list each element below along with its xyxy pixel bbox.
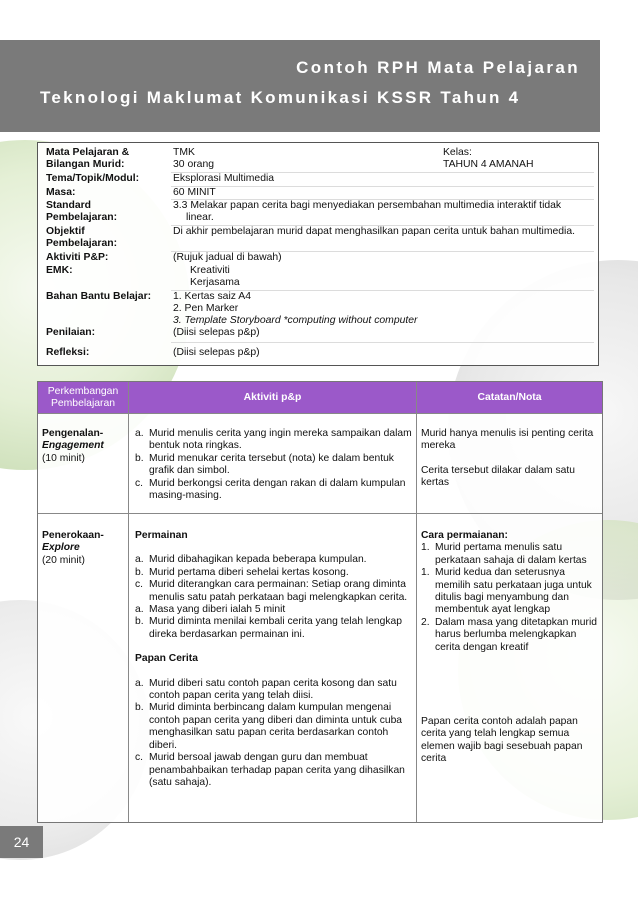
table-header-activity: Aktiviti p&p — [129, 382, 416, 413]
info-value: 2. Pen Marker — [173, 303, 239, 314]
table-row-activities — [135, 530, 412, 789]
info-label: Mata Pelajaran & — [46, 147, 130, 158]
list-item: b. Murid pertama diberi sehelai kertas kosong. — [135, 566, 349, 578]
table-header-notes: Catatan/Nota — [417, 382, 602, 413]
table-row-phase: Penerokaan- Explore (20 minit) — [42, 530, 104, 566]
page-number: 24 — [0, 826, 43, 858]
page-subtitle: Teknologi Maklumat Komunikasi KSSR Tahun 4 — [40, 88, 521, 107]
list-item: a. Murid menulis cerita yang ingin mereka sampaikan dalam bentuk nota ringkas. — [135, 428, 412, 452]
info-label: Masa: — [46, 187, 76, 198]
info-label: Aktiviti P&P: — [46, 252, 109, 263]
info-value: Kreativiti — [190, 265, 230, 276]
list-item: a. Murid dibahagikan kepada beberapa kumpulan. — [135, 554, 367, 566]
info-label: Pembelajaran: — [46, 238, 118, 249]
list-item: b. Murid menukar cerita tersebut (nota) ke dalam bentuk grafik dan simbol. — [135, 452, 394, 477]
info-value: Eksplorasi Multimedia — [173, 173, 275, 184]
info-value: TAHUN 4 AMANAH — [443, 159, 534, 170]
info-value: Di akhir pembelajaran murid dapat menghasilkan papan cerita untuk bahan multimedia. — [173, 226, 576, 237]
table-row-notes: Murid hanya menulis isi penting cerita mereka Cerita tersebut dilakar dalam satu kertas — [421, 428, 594, 489]
info-value: linear. — [186, 212, 214, 223]
info-label: Tema/Topik/Modul: — [46, 173, 140, 184]
info-label: Standard — [46, 200, 92, 211]
list-item: 1. Murid kedua dan seterusnya memilih satu perkataan juga untuk ditulis bagi menyambung dan membentuk ayat lengkap — [421, 567, 592, 616]
table-row-phase: Pengenalan- Engagement (10 minit) — [42, 428, 104, 464]
section-title: Cara permaianan: — [421, 530, 508, 541]
info-label: Bilangan Murid: — [46, 159, 125, 170]
table-row-notes: Cara permaianan: 1. Murid pertama menulis satu perkataan sahaja di dalam kertas 1. Murid kedua dan seterusnya memilih satu perkataan juga untuk ditulis bagi menyambung dan membentuk ayat lengkap 2. Dalam masa yang ditetapkan murid harus berlumba melengkapkan cerita dengan kreatif Papan cerita contoh adalah papan cerita yang telah lengkap semua elemen wajib bagi sesebuah papan cerita — [421, 530, 599, 766]
info-label: EMK: — [46, 265, 73, 276]
section-title: Papan Cerita — [135, 653, 198, 665]
header-band — [0, 40, 600, 132]
info-label: Kelas: — [443, 147, 472, 158]
info-value: 1. Kertas saiz A4 — [173, 291, 251, 302]
section-title: Permainan — [135, 530, 188, 541]
info-value: TMK — [173, 147, 195, 158]
list-item: a. Murid diberi satu contoh papan cerita kosong dan satu contoh papan cerita yang telah diisi. — [135, 677, 397, 702]
info-value: (Diisi selepas p&p) — [173, 347, 260, 358]
list-item: c. Murid diterangkan cara permainan: Setiap orang diminta menulis satu patah perkataan bagi melengkapkan cerita. — [135, 579, 408, 603]
list-item: b. Murid diminta berbincang dalam kumpulan mengenai contoh papan cerita yang diberi dan diminta untuk cuba menghasilkan satu papan cerita berdasarkan contoh diberi. — [135, 702, 403, 751]
list-item: b. Murid diminta menilai kembali cerita yang telah lengkap direka berdasarkan permainan ini. — [135, 616, 402, 640]
info-value: 3.3 Melakar papan cerita bagi menyediakan persembahan multimedia interaktif tidak — [173, 200, 562, 211]
list-item: c. Murid bersoal jawab dengan guru dan membuat penambahbaikan terhadap papan cerita yang dihasilkan (satu sahaja). — [135, 752, 405, 788]
info-value: 60 MINIT — [173, 187, 216, 198]
page-title: Contoh RPH Mata Pelajaran — [296, 58, 580, 77]
list-item: c. Murid berkongsi cerita dengan rakan di dalam kumpulan masing-masing. — [135, 477, 406, 502]
info-label: Bahan Bantu Belajar: — [46, 291, 152, 302]
info-value: Kerjasama — [190, 277, 240, 288]
list-item: 2. Dalam masa yang ditetapkan murid harus berlumba melengkapkan cerita dengan kreatif — [421, 616, 597, 653]
lesson-plan-table — [37, 381, 603, 823]
info-value: 3. Template Storyboard *computing without computer — [173, 315, 418, 326]
info-label: Pembelajaran: — [46, 212, 118, 223]
info-label: Penilaian: — [46, 327, 96, 338]
table-header-phase: Perkembangan Pembelajaran — [38, 382, 128, 413]
info-value: 30 orang — [173, 159, 215, 170]
lesson-info-box — [37, 142, 599, 366]
info-label: Objektif — [46, 226, 85, 237]
list-item: a. Masa yang diberi ialah 5 minit — [135, 604, 286, 616]
info-value: (Rujuk jadual di bawah) — [173, 252, 282, 263]
info-label: Refleksi: — [46, 347, 90, 358]
info-value: (Diisi selepas p&p) — [173, 327, 260, 338]
list-item: 1. Murid pertama menulis satu perkataan sahaja di dalam kertas — [421, 542, 587, 566]
table-row-activities — [135, 428, 412, 502]
